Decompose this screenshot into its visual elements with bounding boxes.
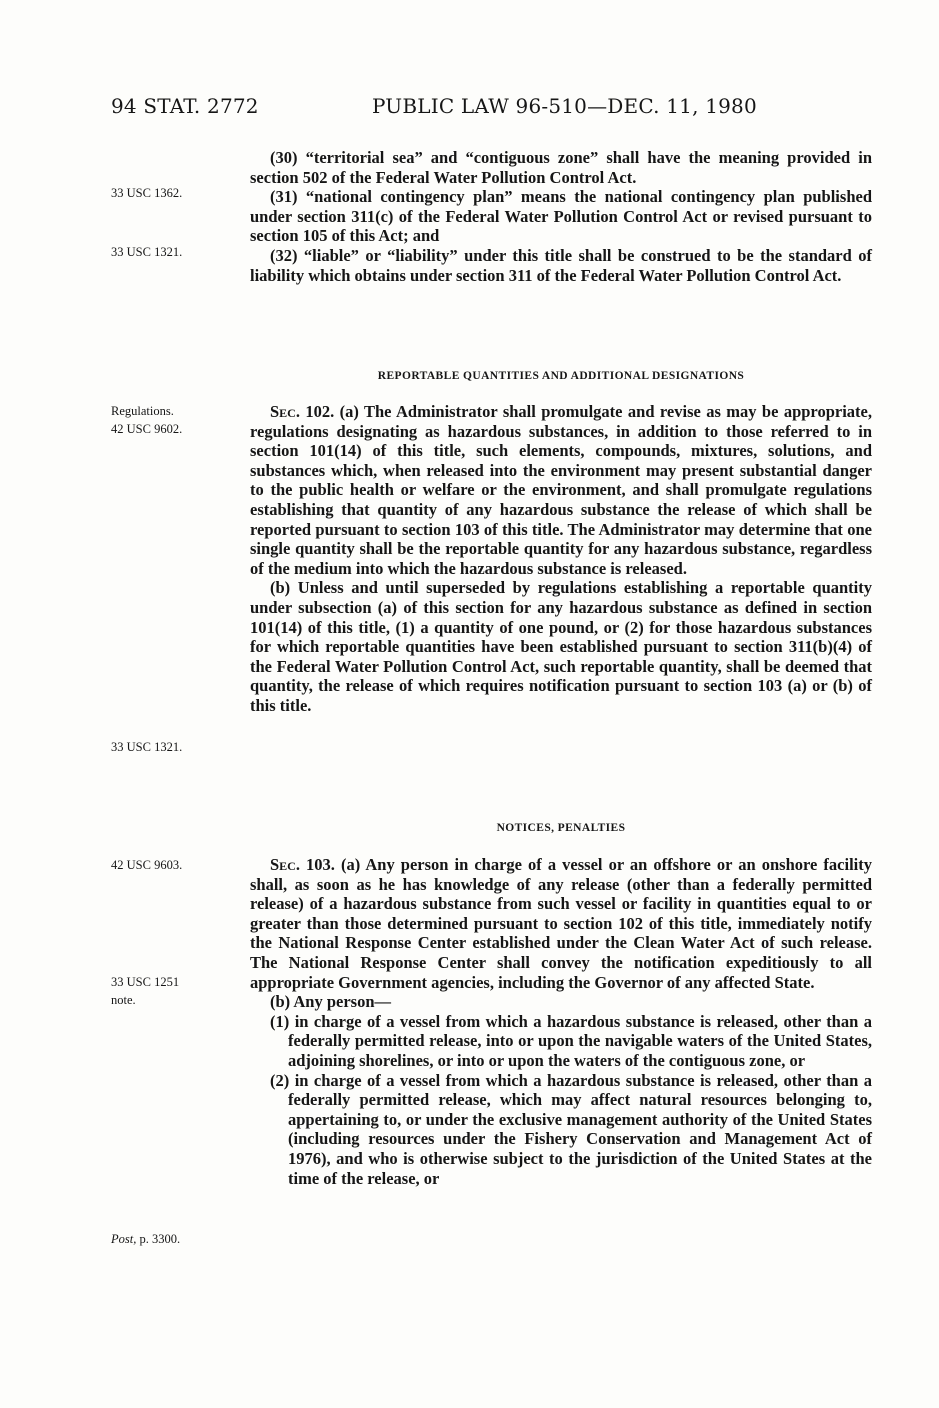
section-103-b: (b) Any person— <box>270 992 392 1012</box>
definitions-block <box>250 148 872 285</box>
section-heading-reportable-quantities: REPORTABLE QUANTITIES AND ADDITIONAL DESIGNATIONS <box>377 370 745 382</box>
definition-32: (32) “liable” or “liability” under this title shall be construed to be the standard of liability which obtains under section 311 of the Federal Water Pollution Control Act. <box>250 245 872 285</box>
section-103-a <box>250 855 872 992</box>
section-103-label: Sec. 103. <box>270 855 335 874</box>
section-102-a <box>250 402 872 578</box>
margin-note-regulations: Regulations. <box>111 404 174 418</box>
section-103-b-1: (1) in charge of a vessel from which a hazardous substance is released, other than a federally permitted release, into or upon the navigable waters of the United States, adjoining shorelines, or into or upon the waters of the contiguous zone, or <box>270 1011 872 1070</box>
margin-note-42usc9602: 42 USC 9602. <box>111 422 183 436</box>
section-102-a-text: (a) The Administrator shall promulgate and revise as may be appropriate, regulations designating as hazardous substances, in addition to those referred to in section 101(14) of this title, such elements, compounds, mixtures, solutions, and substances which, when released into the environment may present substantial danger to the public health or welfare or the environment, and shall promulgate regulations establishing that quantity of any hazardous substance the release of which shall be reported pursuant to section 103 of this title. The Administrator may determine that one single quantity shall be the reportable quantity for any hazardous substance, regardless of the medium into which the hazardous substance is released. <box>250 402 872 578</box>
page-running-title: PUBLIC LAW 96-510—DEC. 11, 1980 <box>372 94 757 118</box>
margin-note-33usc1321-b: 33 USC 1321. <box>111 740 183 754</box>
section-102-b: (b) Unless and until superseded by regulations establishing a reportable quantity under subsection (a) of this section for any hazardous substance as defined in section 101(14) of this title, (1) a quantity of one pound, or (2) for those hazardous substances for which reportable quantities have been established pursuant to section 311(b)(4) of the Federal Water Pollution Control Act, such reportable quantity, shall be deemed that quantity, the release of which requires notification pursuant to section 103 (a) or (b) of this title. <box>250 578 872 715</box>
section-103-b-2: (2) in charge of a vessel from which a hazardous substance is released, other than a federally permitted release, which may affect natural resources belonging to, appertaining to, or under the exclusive management authority of the United States (including resources under the Fishery Conservation and Management Act of 1976), and who is otherwise subject to the jurisdiction of the United States at the time of the release, or <box>270 1070 872 1188</box>
margin-note-33usc1251: 33 USC 1251 <box>111 975 180 989</box>
page-stat-citation: 94 STAT. 2772 <box>111 94 259 118</box>
definition-31: (31) “national contingency plan” means the national contingency plan published under section 311(c) of the Federal Water Pollution Control Act or revised pursuant to section 105 of this Act; and <box>250 187 872 246</box>
margin-note-42usc9603: 42 USC 9603. <box>111 858 183 872</box>
section-103-a-text: (a) Any person in charge of a vessel or an offshore or an onshore facility shall, as soon as he has knowledge of any release (other than a federally permitted release) of a hazardous substance from such vessel or facility in quantities equal to or greater than those determined pursuant to section 102 of this title, immediately notify the National Response Center established under the Clean Water Act of such release. The National Response Center shall convey the notification expeditiously to all appropriate Government agencies, including the Governor of any affected State. <box>250 855 872 992</box>
definition-30: (30) “territorial sea” and “contiguous zone” shall have the meaning provided in section 502 of the Federal Water Pollution Control Act. <box>250 148 872 187</box>
margin-note-post <box>111 1230 180 1248</box>
margin-note-post-page: p. 3300. <box>136 1232 181 1246</box>
margin-note-33usc1321: 33 USC 1321. <box>111 245 183 259</box>
section-heading-notices-penalties: NOTICES, PENALTIES <box>496 822 626 834</box>
section-102-label: Sec. 102. <box>270 402 335 421</box>
section-103-block <box>250 855 872 1188</box>
margin-note-post-italic: Post, <box>111 1232 137 1246</box>
margin-note-33usc1362: 33 USC 1362. <box>111 186 183 200</box>
margin-note-note: note. <box>111 993 136 1007</box>
section-102-block <box>250 402 872 716</box>
